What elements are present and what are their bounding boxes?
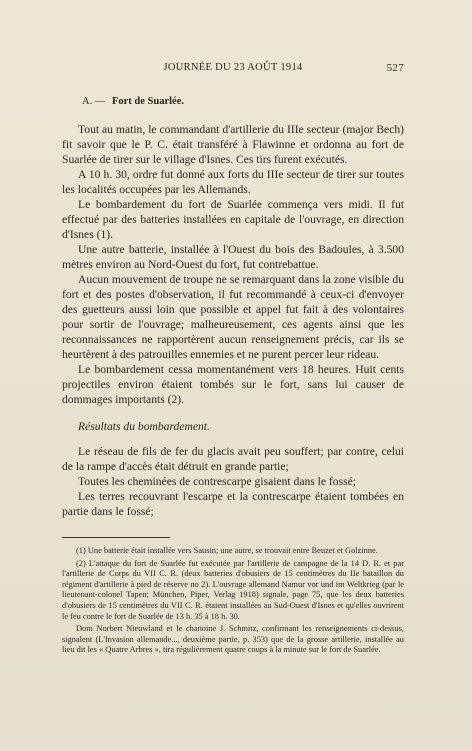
paragraph: A 10 h. 30, ordre fut donné aux forts du IIIe secteur de tirer sur toutes les localités occupées par les Allemands.: [62, 168, 404, 196]
footnote: (2) L'attaque du fort de Suarlée fut exécutée par l'artillerie de campagne de la 14 D. R. et par l'artillerie de Corps du VII C. R. (deux batteries d'obusiers de 15 centimètres du IIe bataillon du régiment d'artillerie à pied de réserve no 2). L'ouvrage allemand Namur vor und im Weltkrieg (par le lieutenant-colonel Tapen; München, Piper, Verlag 1918) signale, page 75, que les deux batteries d'obusiers de 15 centimètres du VII C. R. étaient installées au Sud-Ouest d'Isnes et qu'elles ouvrirent le feu contre le fort de Suarlée de 13 h. 35 à 18 h. 30.: [62, 558, 404, 621]
paragraph: Le bombardement du fort de Suarlée commença vers midi. Il fut effectué par des batteries installées en capitale de l'ouvrage, en direction d'Isnes (1).: [62, 198, 404, 241]
result-item: Les terres recouvrant l'escarpe et la contrescarpe étaient tombées en partie dans le fossé;: [62, 490, 404, 518]
page-number: 527: [386, 62, 404, 74]
footnote-rule: [62, 537, 170, 538]
paragraph: Une autre batterie, installée à l'Ouest du bois des Badoules, à 3.500 mètres environ au Nord-Ouest du fort, fut contrebattue.: [62, 243, 404, 271]
section-title: Fort de Suarlée.: [111, 96, 184, 107]
footnote: Dom Norbert Nieuwland et le chanoine J. Schmitz, confirmant les renseignements ci-dessus, signalent (L'Invasion allemande..., deuxième partie, p. 353) que de la grosse artillerie, installée au lieu dit les « Quatre Arbres », tira régulièrement quatre coups à la minute sur le fort de Suarlée.: [62, 624, 404, 655]
paragraph: Tout au matin, le commandant d'artillerie du IIIe secteur (major Bech) fit savoir que le P. C. était transféré à Flawinne et ordonna au fort de Suarlée de tirer sur le village d'Isnes. Ces tirs furent exécutés.: [62, 123, 404, 166]
section-letter: A. —: [82, 96, 106, 107]
paragraph: Aucun mouvement de troupe ne se remarquant dans la zone visible du fort et des postes d'observation, il fut recommandé à ceux-ci d'envoyer des guetteurs aussi loin que possible et appel fut fait à des volontaires pour sortir de l'ouvrage; malheureusement, ces agents ainsi que les reconnaissances ne rapportèrent aucun renseignement précis, car ils se heurtèrent à des patrouilles ennemies et ne purent percer leur rideau.: [62, 273, 404, 361]
running-title: JOURNÉE DU 23 AOÛT 1914: [163, 62, 303, 73]
footnotes: [62, 546, 404, 656]
subheading: Résultats du bombardement.: [78, 420, 210, 433]
result-item: Toutes les cheminées de contrescarpe gisaient dans le fossé;: [78, 475, 356, 488]
section-heading: [82, 94, 404, 109]
page-body: [62, 94, 404, 658]
running-header: [62, 62, 404, 78]
footnote: (1) Une batterie était installée vers Sausin; une autre, se trouvait entre Beuzet et Golzinne.: [76, 546, 378, 555]
paragraph: Le bombardement cessa momentanément vers 18 heures. Huit cents projectiles environ étaient tombés sur le fort, sans lui causer de dommages importants (2).: [62, 363, 404, 406]
result-item: Le réseau de fils de fer du glacis avait peu souffert; par contre, celui de la rampe d'accès était détruit en grande partie;: [62, 445, 404, 473]
